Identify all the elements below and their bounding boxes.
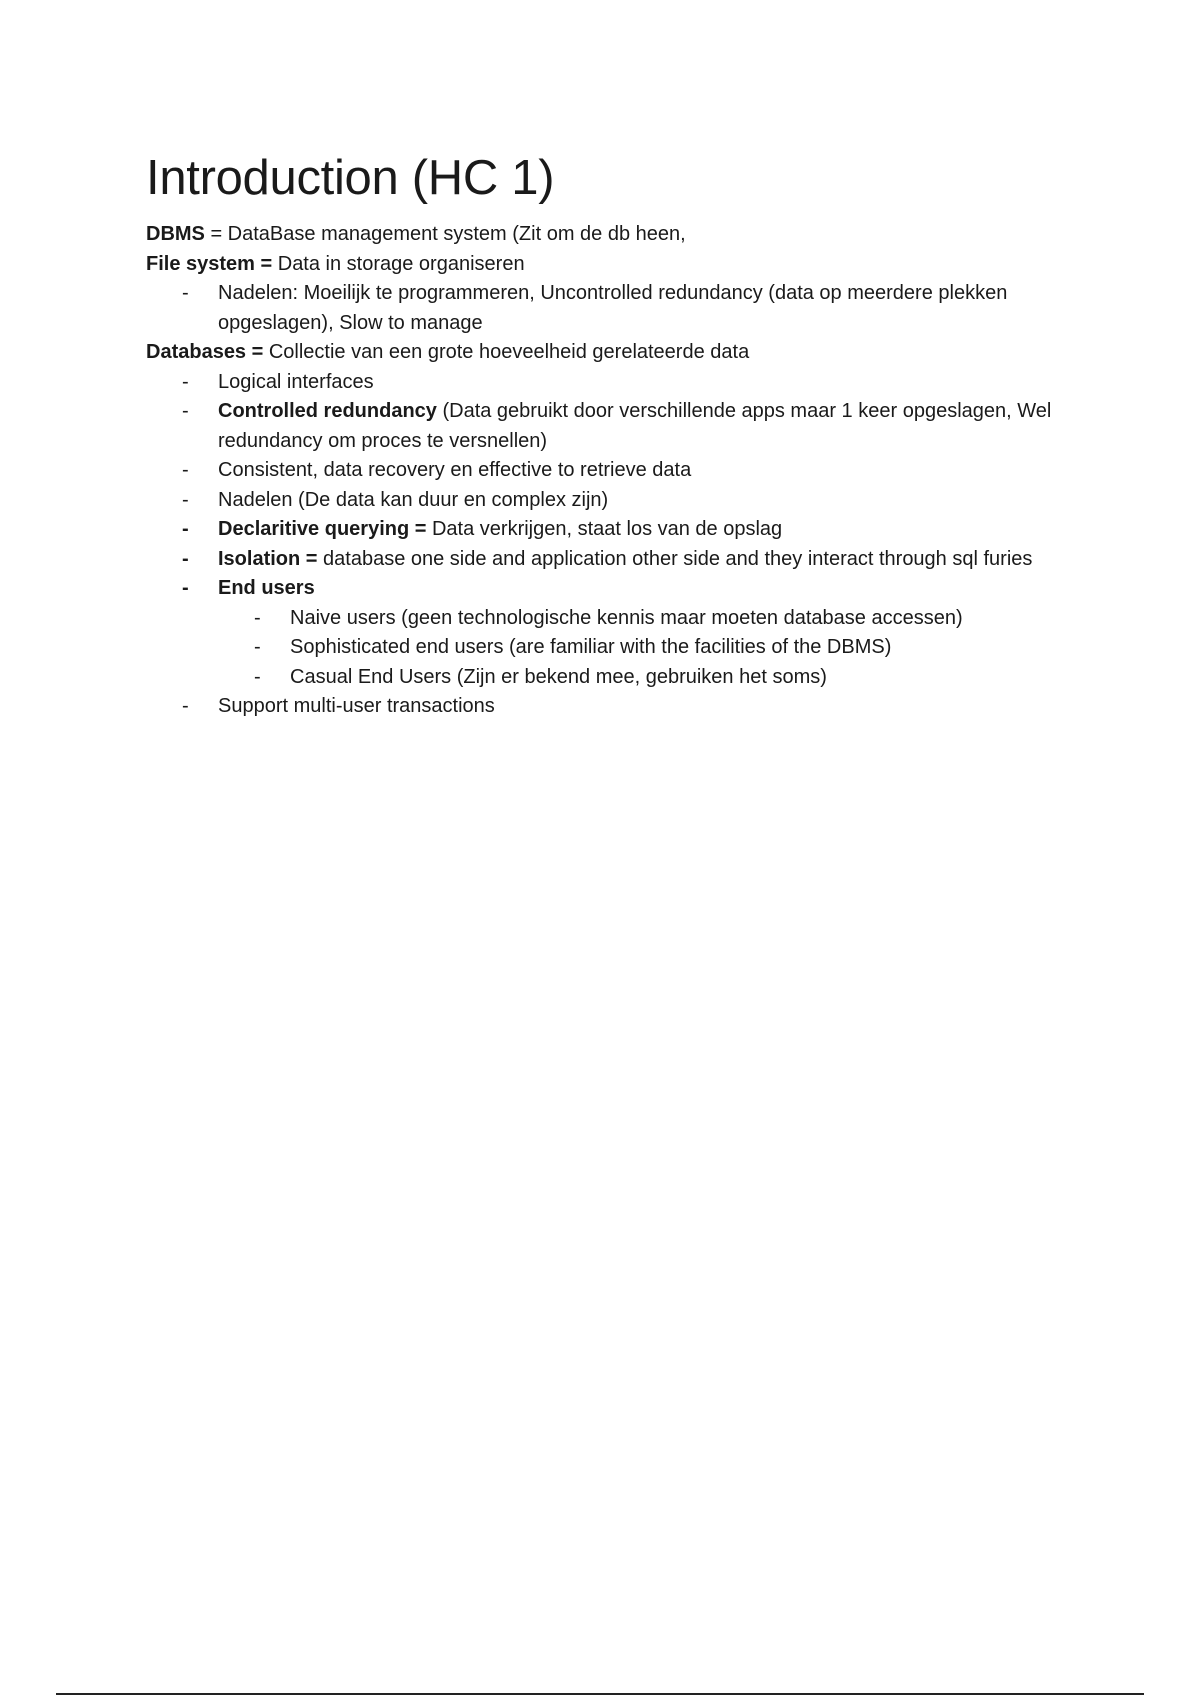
- bullet-dash: -: [182, 488, 189, 511]
- list-item-term: Isolation =: [218, 547, 318, 570]
- bullet-dash: -: [254, 665, 261, 688]
- bullet-dash: -: [182, 282, 189, 304]
- list-item-text: Consistent, data recovery en effective to retrieve data: [218, 459, 692, 481]
- databases-definition: [146, 338, 1066, 368]
- list-item: [218, 663, 1066, 693]
- bullet-dash: -: [182, 459, 189, 481]
- dbms-term: DBMS: [146, 223, 205, 245]
- list-item-text: Sophisticated end users (are familiar with the facilities of the DBMS): [290, 636, 892, 658]
- footer-divider: [56, 1693, 1144, 1695]
- list-item-text: Naive users (geen technologische kennis maar moeten database accessen): [290, 606, 963, 629]
- list-item: [146, 486, 1066, 516]
- bullet-dash: -: [182, 370, 189, 393]
- list-item-text: (Data gebruikt door verschillende apps maar 1 keer opgeslagen, Wel redundancy om proces te versnellen): [218, 400, 1052, 452]
- databases-text: Collectie van een grote hoeveelheid gerelateerde data: [263, 341, 750, 363]
- document-page: [146, 148, 1066, 722]
- file-system-list: [146, 279, 1066, 338]
- file-system-definition: [146, 250, 1066, 280]
- end-users-list: [218, 604, 1066, 693]
- list-item-text: Data verkrijgen, staat los van de opslag: [426, 518, 783, 540]
- list-item: [146, 515, 1066, 545]
- bullet-dash: -: [254, 606, 261, 629]
- list-item: [146, 692, 1066, 722]
- list-item-text: Casual End Users (Zijn er bekend mee, gebruiken het soms): [290, 665, 827, 688]
- list-item-text: Nadelen (De data kan duur en complex zijn): [218, 488, 609, 511]
- dbms-definition: [146, 220, 1066, 250]
- bullet-dash: -: [182, 547, 189, 570]
- list-item-text: Nadelen: Moeilijk te programmeren, Uncontrolled redundancy (data op meerdere plekken opgeslagen), Slow to manage: [218, 282, 1008, 334]
- list-item-term: End users: [218, 577, 315, 599]
- list-item: [218, 604, 1066, 634]
- dbms-text: = DataBase management system (Zit om de db heen,: [204, 223, 686, 245]
- list-item: [146, 397, 1066, 456]
- list-item-term: Controlled redundancy: [218, 400, 437, 422]
- list-item-term: Declaritive querying =: [218, 518, 427, 540]
- databases-list: [146, 368, 1066, 722]
- list-item-text: database one side and application other side and they interact through sql furies: [317, 547, 1033, 570]
- list-item-text: Support multi-user transactions: [218, 695, 495, 717]
- databases-term: Databases =: [146, 341, 264, 363]
- list-item: [146, 368, 1066, 398]
- bullet-dash: -: [182, 518, 189, 540]
- file-system-text: Data in storage organiseren: [272, 252, 525, 275]
- list-item-text: Logical interfaces: [218, 370, 374, 393]
- list-item: [146, 545, 1066, 575]
- list-item: [218, 633, 1066, 663]
- list-item: [146, 574, 1066, 692]
- list-item: [146, 456, 1066, 486]
- bullet-dash: -: [254, 636, 261, 658]
- page-title: Introduction (HC 1): [146, 151, 555, 205]
- bullet-dash: -: [182, 695, 189, 717]
- list-item: [146, 279, 1066, 338]
- bullet-dash: -: [182, 577, 189, 599]
- bullet-dash: -: [182, 400, 189, 422]
- file-system-term: File system =: [146, 252, 273, 275]
